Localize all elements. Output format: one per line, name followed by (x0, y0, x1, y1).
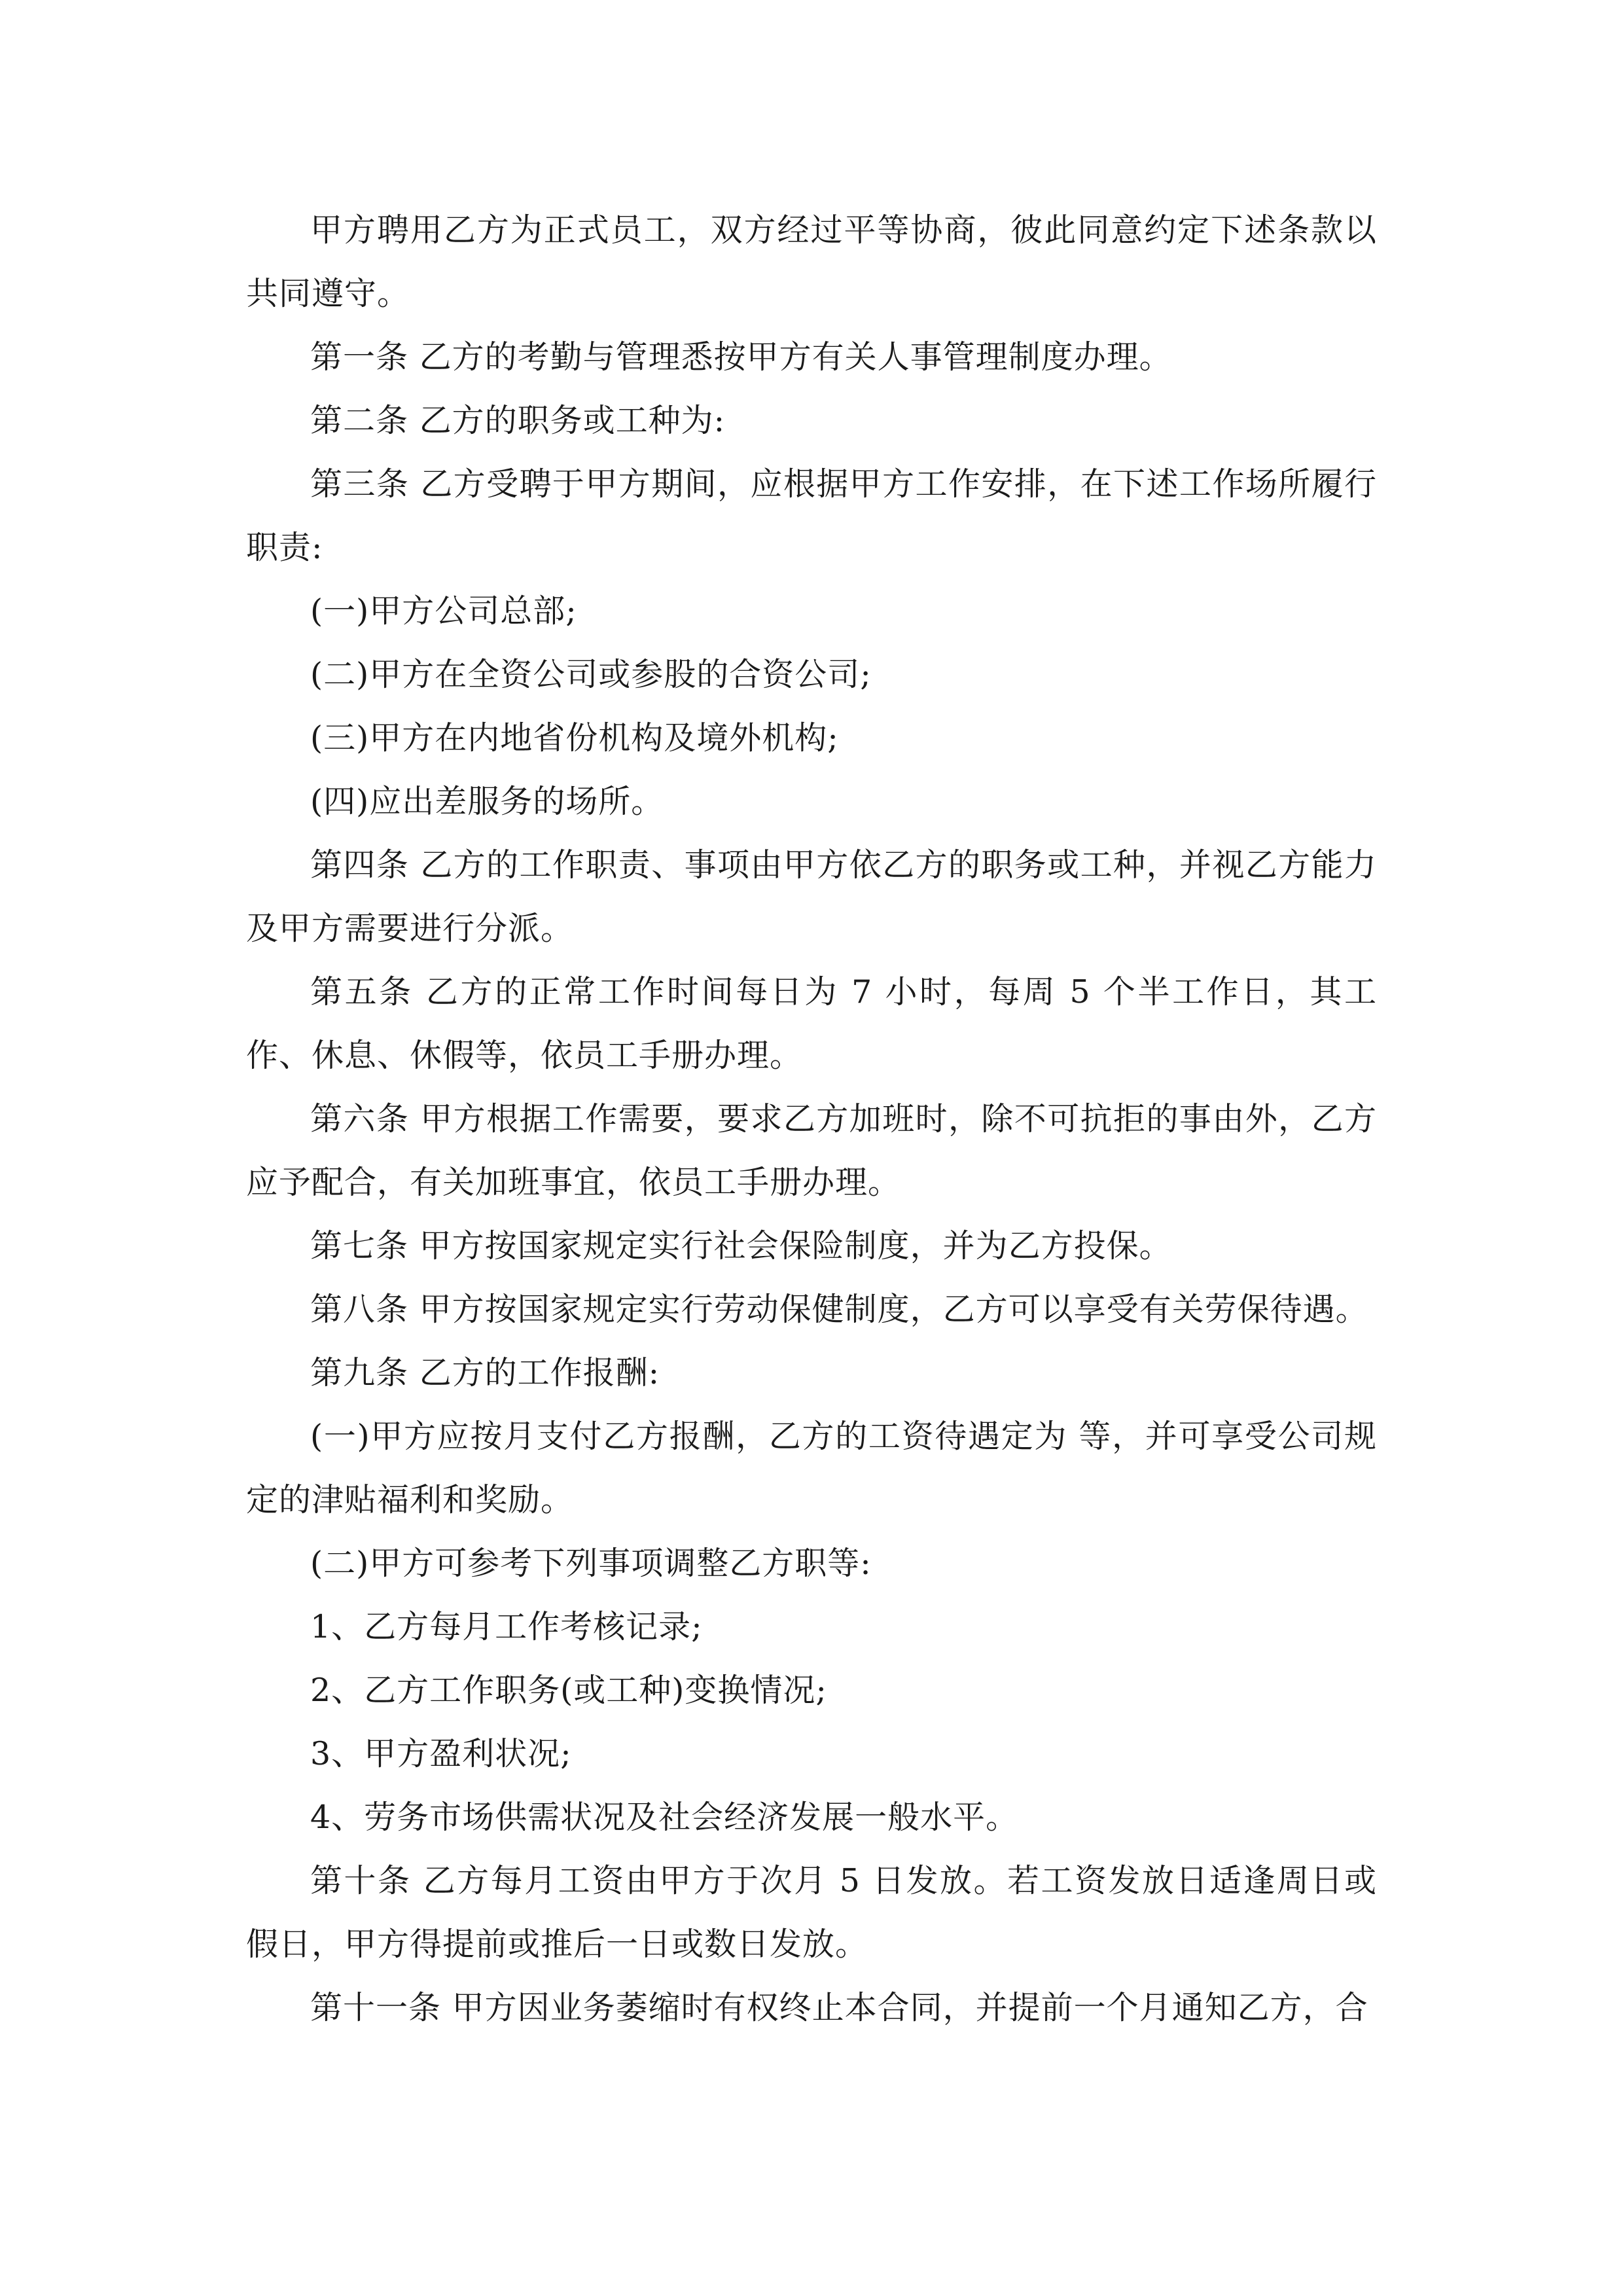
paragraph-article-6: 第六条 甲方根据工作需要，要求乙方加班时，除不可抗拒的事由外，乙方应予配合，有关加班事宜，依员工手册办理。 (246, 1100, 1377, 1201)
paragraph-article-9-item-1: (一)甲方应按月支付乙方报酬，乙方的工资待遇定为 等，并可享受公司规定的津贴福利和奖励。 (246, 1418, 1377, 1518)
paragraph-sub-item-2: 2、乙方工作职务(或工种)变换情况; (310, 1672, 827, 1709)
paragraph-article-10: 第十条 乙方每月工资由甲方于次月 5 日发放。若工资发放日适逢周日或假日，甲方得提前或推后一日或数日发放。 (246, 1862, 1377, 1963)
paragraph-sub-item-4: 4、劳务市场供需状况及社会经济发展一般水平。 (310, 1799, 1019, 1836)
paragraph-article-3: 第三条 乙方受聘于甲方期间，应根据甲方工作安排，在下述工作场所履行职责: (246, 465, 1377, 566)
paragraph-article-5: 第五条 乙方的正常工作时间每日为 7 小时，每周 5 个半工作日，其工作、休息、休假等，依员工手册办理。 (246, 973, 1377, 1074)
paragraph-item-3: (三)甲方在内地省份机构及境外机构; (310, 719, 839, 757)
paragraph-article-8: 第八条 甲方按国家规定实行劳动保健制度，乙方可以享受有关劳保待遇。 (310, 1291, 1368, 1328)
paragraph-article-11: 第十一条 甲方因业务萎缩时有权终止本合同，并提前一个月通知乙方，合 (310, 1989, 1368, 2026)
document-body (246, 198, 1377, 2039)
paragraph-item-1: (一)甲方公司总部; (310, 592, 577, 630)
paragraph-article-2: 第二条 乙方的职务或工种为: (310, 402, 726, 439)
paragraph-article-4: 第四条 乙方的工作职责、事项由甲方依乙方的职务或工种，并视乙方能力及甲方需要进行分派。 (246, 846, 1377, 947)
paragraph-article-9-item-2: (二)甲方可参考下列事项调整乙方职等: (310, 1545, 872, 1582)
paragraph-article-1: 第一条 乙方的考勤与管理悉按甲方有关人事管理制度办理。 (310, 338, 1172, 376)
paragraph-item-4: (四)应出差服务的场所。 (310, 783, 664, 820)
paragraph-sub-item-3: 3、甲方盈利状况; (310, 1735, 572, 1772)
paragraph-intro: 甲方聘用乙方为正式员工，双方经过平等协商，彼此同意约定下述条款以共同遵守。 (246, 211, 1377, 312)
paragraph-article-7: 第七条 甲方按国家规定实行社会保险制度，并为乙方投保。 (310, 1227, 1172, 1265)
paragraph-item-2: (二)甲方在全资公司或参股的合资公司; (310, 656, 872, 693)
paragraph-sub-item-1: 1、乙方每月工作考核记录; (310, 1608, 703, 1645)
paragraph-article-9: 第九条 乙方的工作报酬: (310, 1354, 660, 1391)
